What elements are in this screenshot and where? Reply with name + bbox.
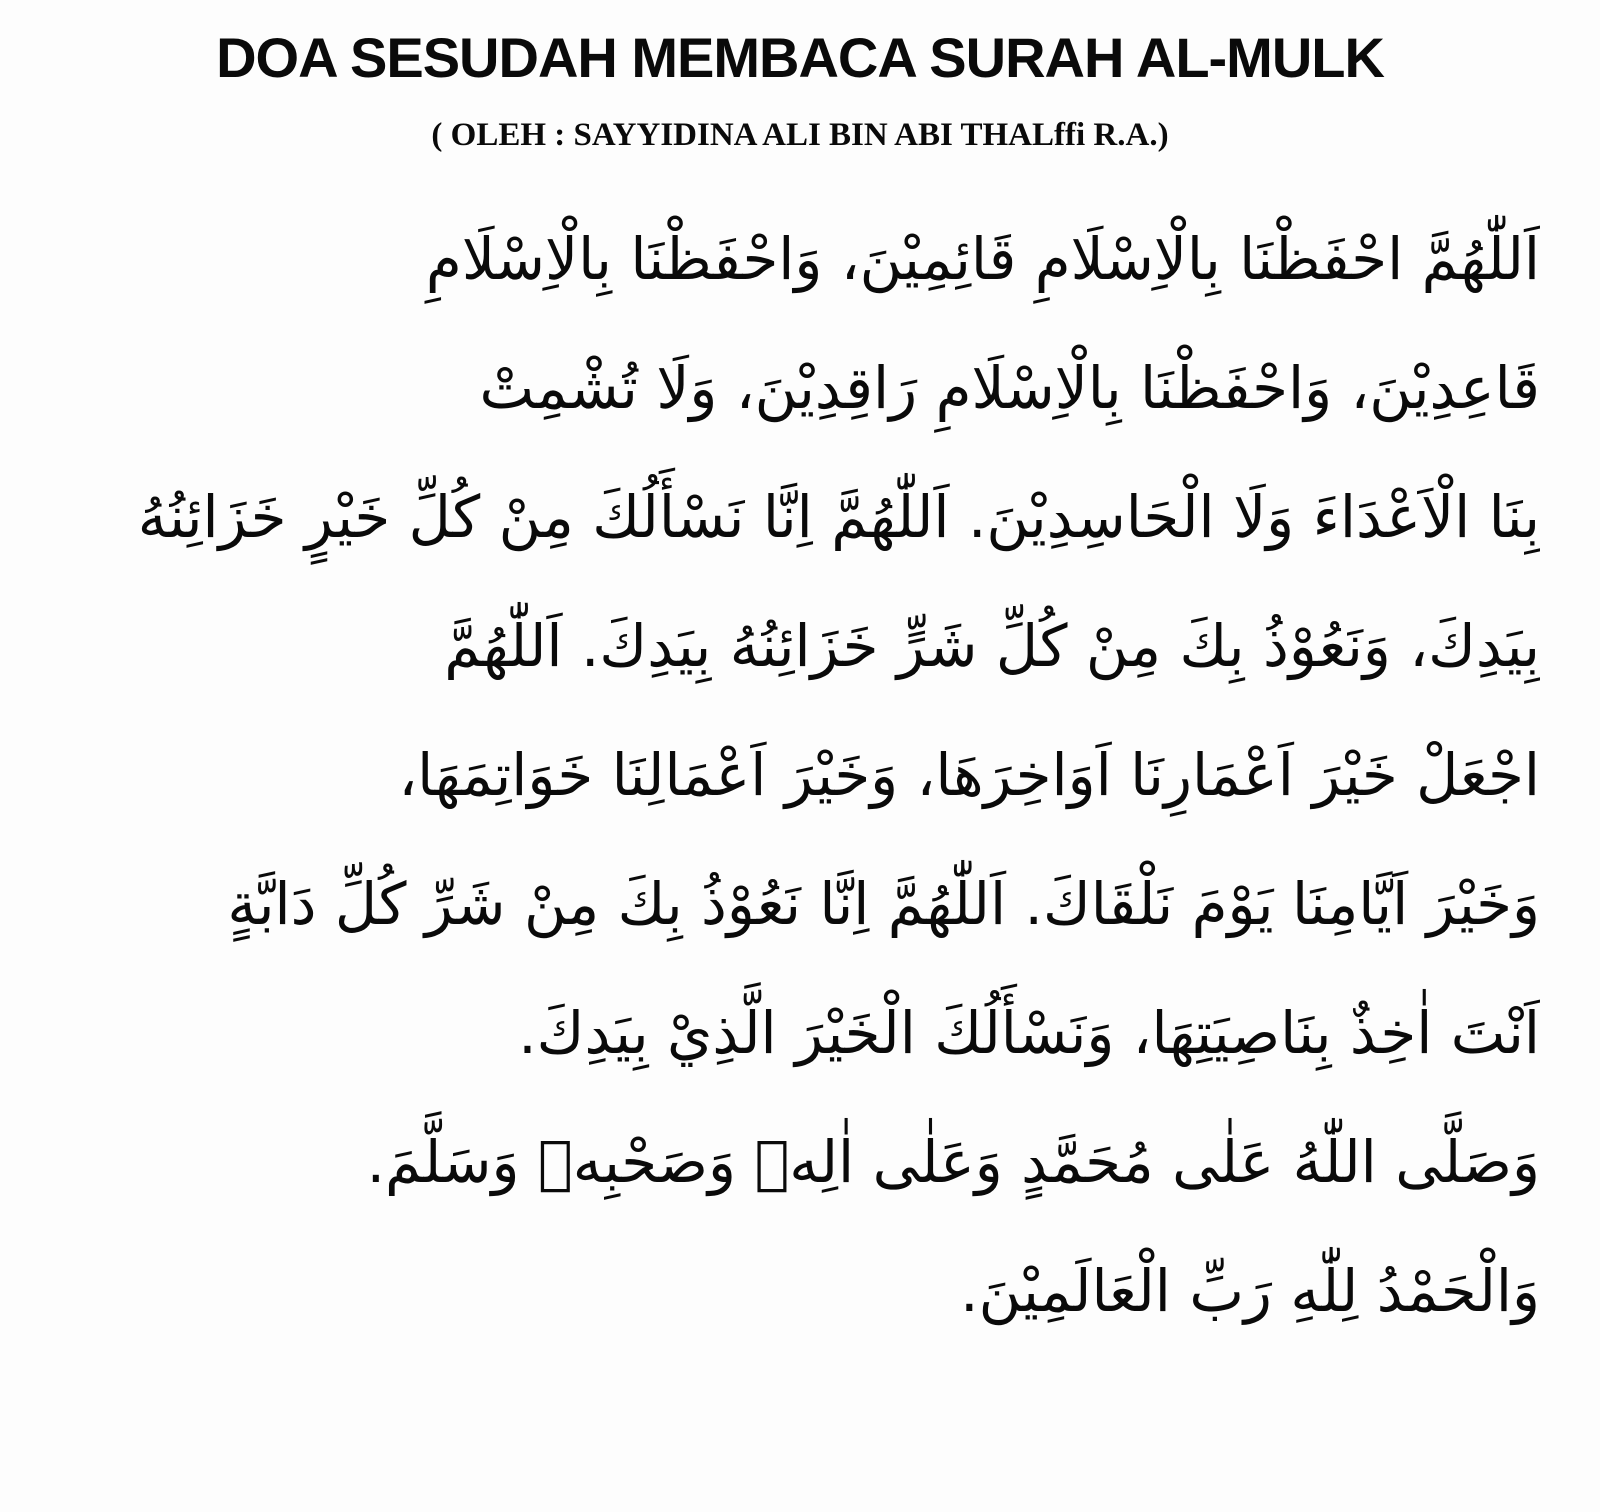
prayer-line: قَاعِدِيْنَ، وَاحْفَظْنَا بِالْاِسْلَامِ رَاقِدِيْنَ، وَلَا تُشْمِتْ bbox=[479, 354, 1540, 422]
prayer-line: وَخَيْرَ اَيَّامِنَا يَوْمَ نَلْقَاكَ. اَللّٰهُمَّ اِنَّا نَعُوْذُ بِكَ مِنْ شَرِّ كُلِّ دَابَّةٍ bbox=[227, 870, 1540, 938]
document-title: DOA SESUDAH MEMBACA SURAH AL-MULK bbox=[216, 26, 1384, 89]
prayer-line: اَنْتَ اٰخِذٌ بِنَاصِيَتِهَا، وَنَسْأَلُكَ الْخَيْرَ الَّذِيْ بِيَدِكَ. bbox=[518, 999, 1540, 1067]
document-subtitle: ( OLEH : SAYYIDINA ALI BIN ABI THALffi R.A.) bbox=[431, 117, 1169, 153]
prayer-line: بِنَا الْاَعْدَاءَ وَلَا الْحَاسِدِيْنَ. اَللّٰهُمَّ اِنَّا نَسْأَلُكَ مِنْ كُلِّ خَيْرٍ خَزَائِنُهُ bbox=[137, 483, 1540, 551]
prayer-line: اَللّٰهُمَّ احْفَظْنَا بِالْاِسْلَامِ قَائِمِيْنَ، وَاحْفَظْنَا بِالْاِسْلَامِ bbox=[425, 225, 1540, 293]
prayer-text bbox=[10, 195, 1540, 1356]
prayer-line: وَالْحَمْدُ لِلّٰهِ رَبِّ الْعَالَمِيْنَ. bbox=[960, 1257, 1540, 1325]
prayer-line: اجْعَلْ خَيْرَ اَعْمَارِنَا اَوَاخِرَهَا، وَخَيْرَ اَعْمَالِنَا خَوَاتِمَهَا، bbox=[398, 741, 1540, 809]
prayer-line: وَصَلَّى اللّٰهُ عَلٰى مُحَمَّدٍ وَعَلٰى اٰلِهٖ وَصَحْبِهٖ وَسَلَّمَ. bbox=[366, 1128, 1540, 1196]
prayer-line: بِيَدِكَ، وَنَعُوْذُ بِكَ مِنْ كُلِّ شَرٍّ خَزَائِنُهُ بِيَدِكَ. اَللّٰهُمَّ bbox=[444, 612, 1540, 680]
